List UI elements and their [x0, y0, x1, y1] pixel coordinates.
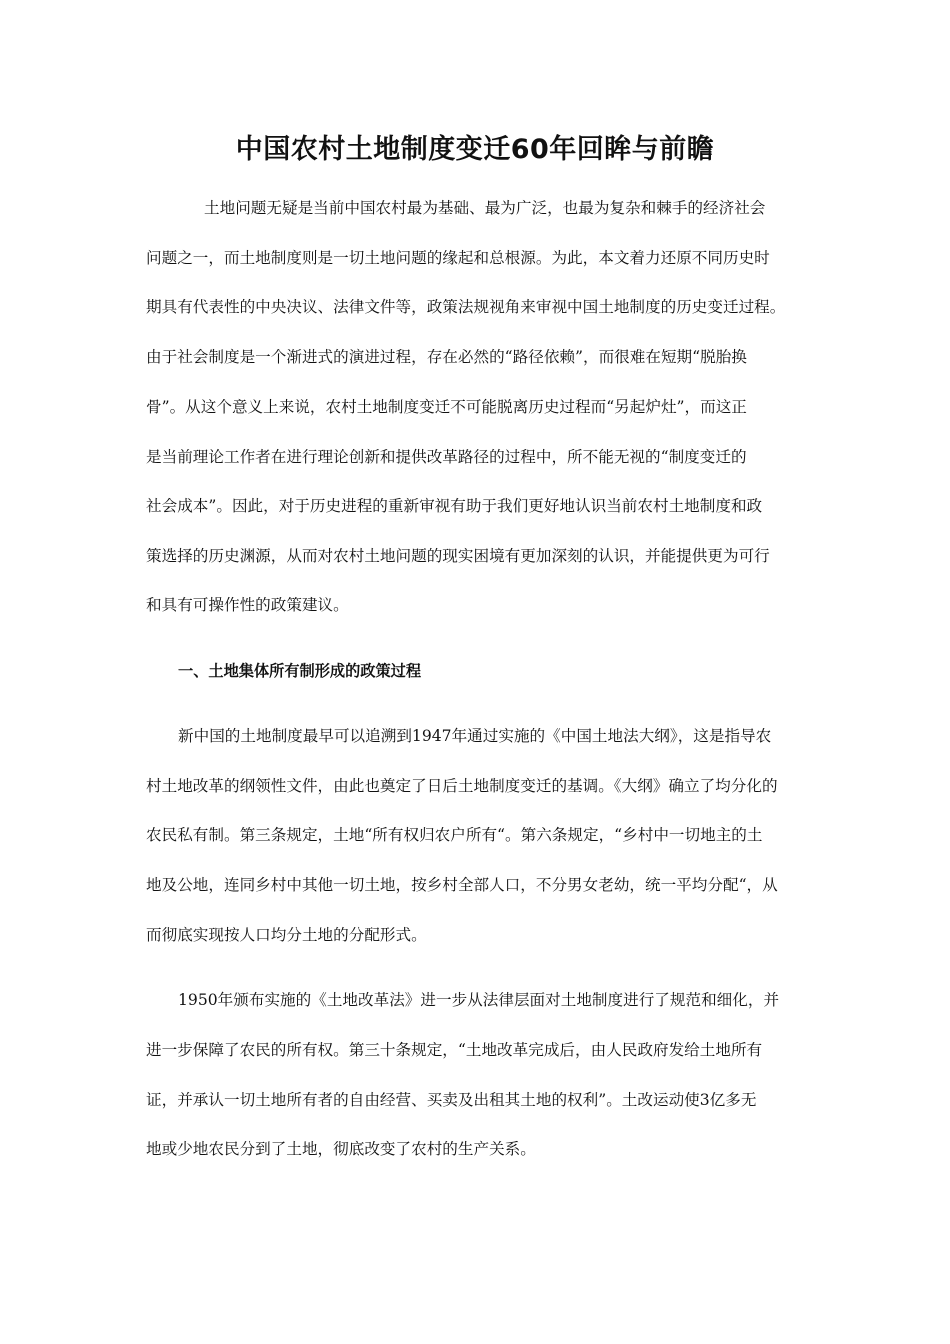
paragraph-line: 地及公地，连同乡村中其他一切土地，按乡村全部人口，不分男女老幼，统一平均分配“，从	[146, 876, 778, 894]
intro-line: 社会成本”。因此，对于历史进程的重新审视有助于我们更好地认识当前农村土地制度和政	[146, 497, 763, 515]
paragraph-line: 新中国的土地制度最早可以追溯到1947年通过实施的《中国土地法大纲》，这是指导农	[178, 727, 772, 745]
paragraph-line: 1950年颁布实施的《土地改革法》进一步从法律层面对土地制度进行了规范和细化，并	[178, 991, 780, 1009]
intro-line: 期具有代表性的中央决议、法律文件等，政策法规视角来审视中国土地制度的历史变迁过程。	[146, 298, 786, 316]
intro-line: 策选择的历史渊源，从而对农村土地问题的现实困境有更加深刻的认识，并能提供更为可行	[146, 547, 770, 565]
paragraph-line: 地或少地农民分到了土地，彻底改变了农村的生产关系。	[146, 1140, 536, 1158]
paragraph-line: 村土地改革的纲领性文件，由此也奠定了日后土地制度变迁的基调。《大纲》确立了均分化的	[146, 777, 778, 795]
intro-line: 骨”。从这个意义上来说，农村土地制度变迁不可能脱离历史过程而“另起炉灶”，而这正	[146, 398, 747, 416]
intro-line: 问题之一，而土地制度则是一切土地问题的缘起和总根源。为此，本文着力还原不同历史时	[146, 249, 770, 267]
document-title: 中国农村土地制度变迁60年回眸与前瞻	[235, 134, 715, 165]
intro-line: 土地问题无疑是当前中国农村最为基础、最为广泛，也最为复杂和棘手的经济社会	[204, 199, 766, 217]
intro-line: 和具有可操作性的政策建议。	[146, 596, 349, 614]
section-heading: 一、土地集体所有制形成的政策过程	[178, 662, 421, 680]
paragraph-line: 证，并承认一切土地所有者的自由经营、买卖及出租其土地的权利”。土改运动使3亿多无	[146, 1091, 757, 1109]
paragraph-line: 农民私有制。第三条规定，土地“所有权归农户所有“。第六条规定，“乡村中一切地主的土	[146, 826, 763, 844]
paragraph-line: 进一步保障了农民的所有权。第三十条规定，“土地改革完成后，由人民政府发给土地所有	[146, 1041, 763, 1059]
paragraph-line: 而彻底实现按人口均分土地的分配形式。	[146, 926, 427, 944]
intro-line: 由于社会制度是一个渐进式的演进过程，存在必然的“路径依赖”，而很难在短期“脱胎换	[146, 348, 747, 366]
intro-line: 是当前理论工作者在进行理论创新和提供改革路径的过程中，所不能无视的“制度变迁的	[146, 448, 747, 466]
